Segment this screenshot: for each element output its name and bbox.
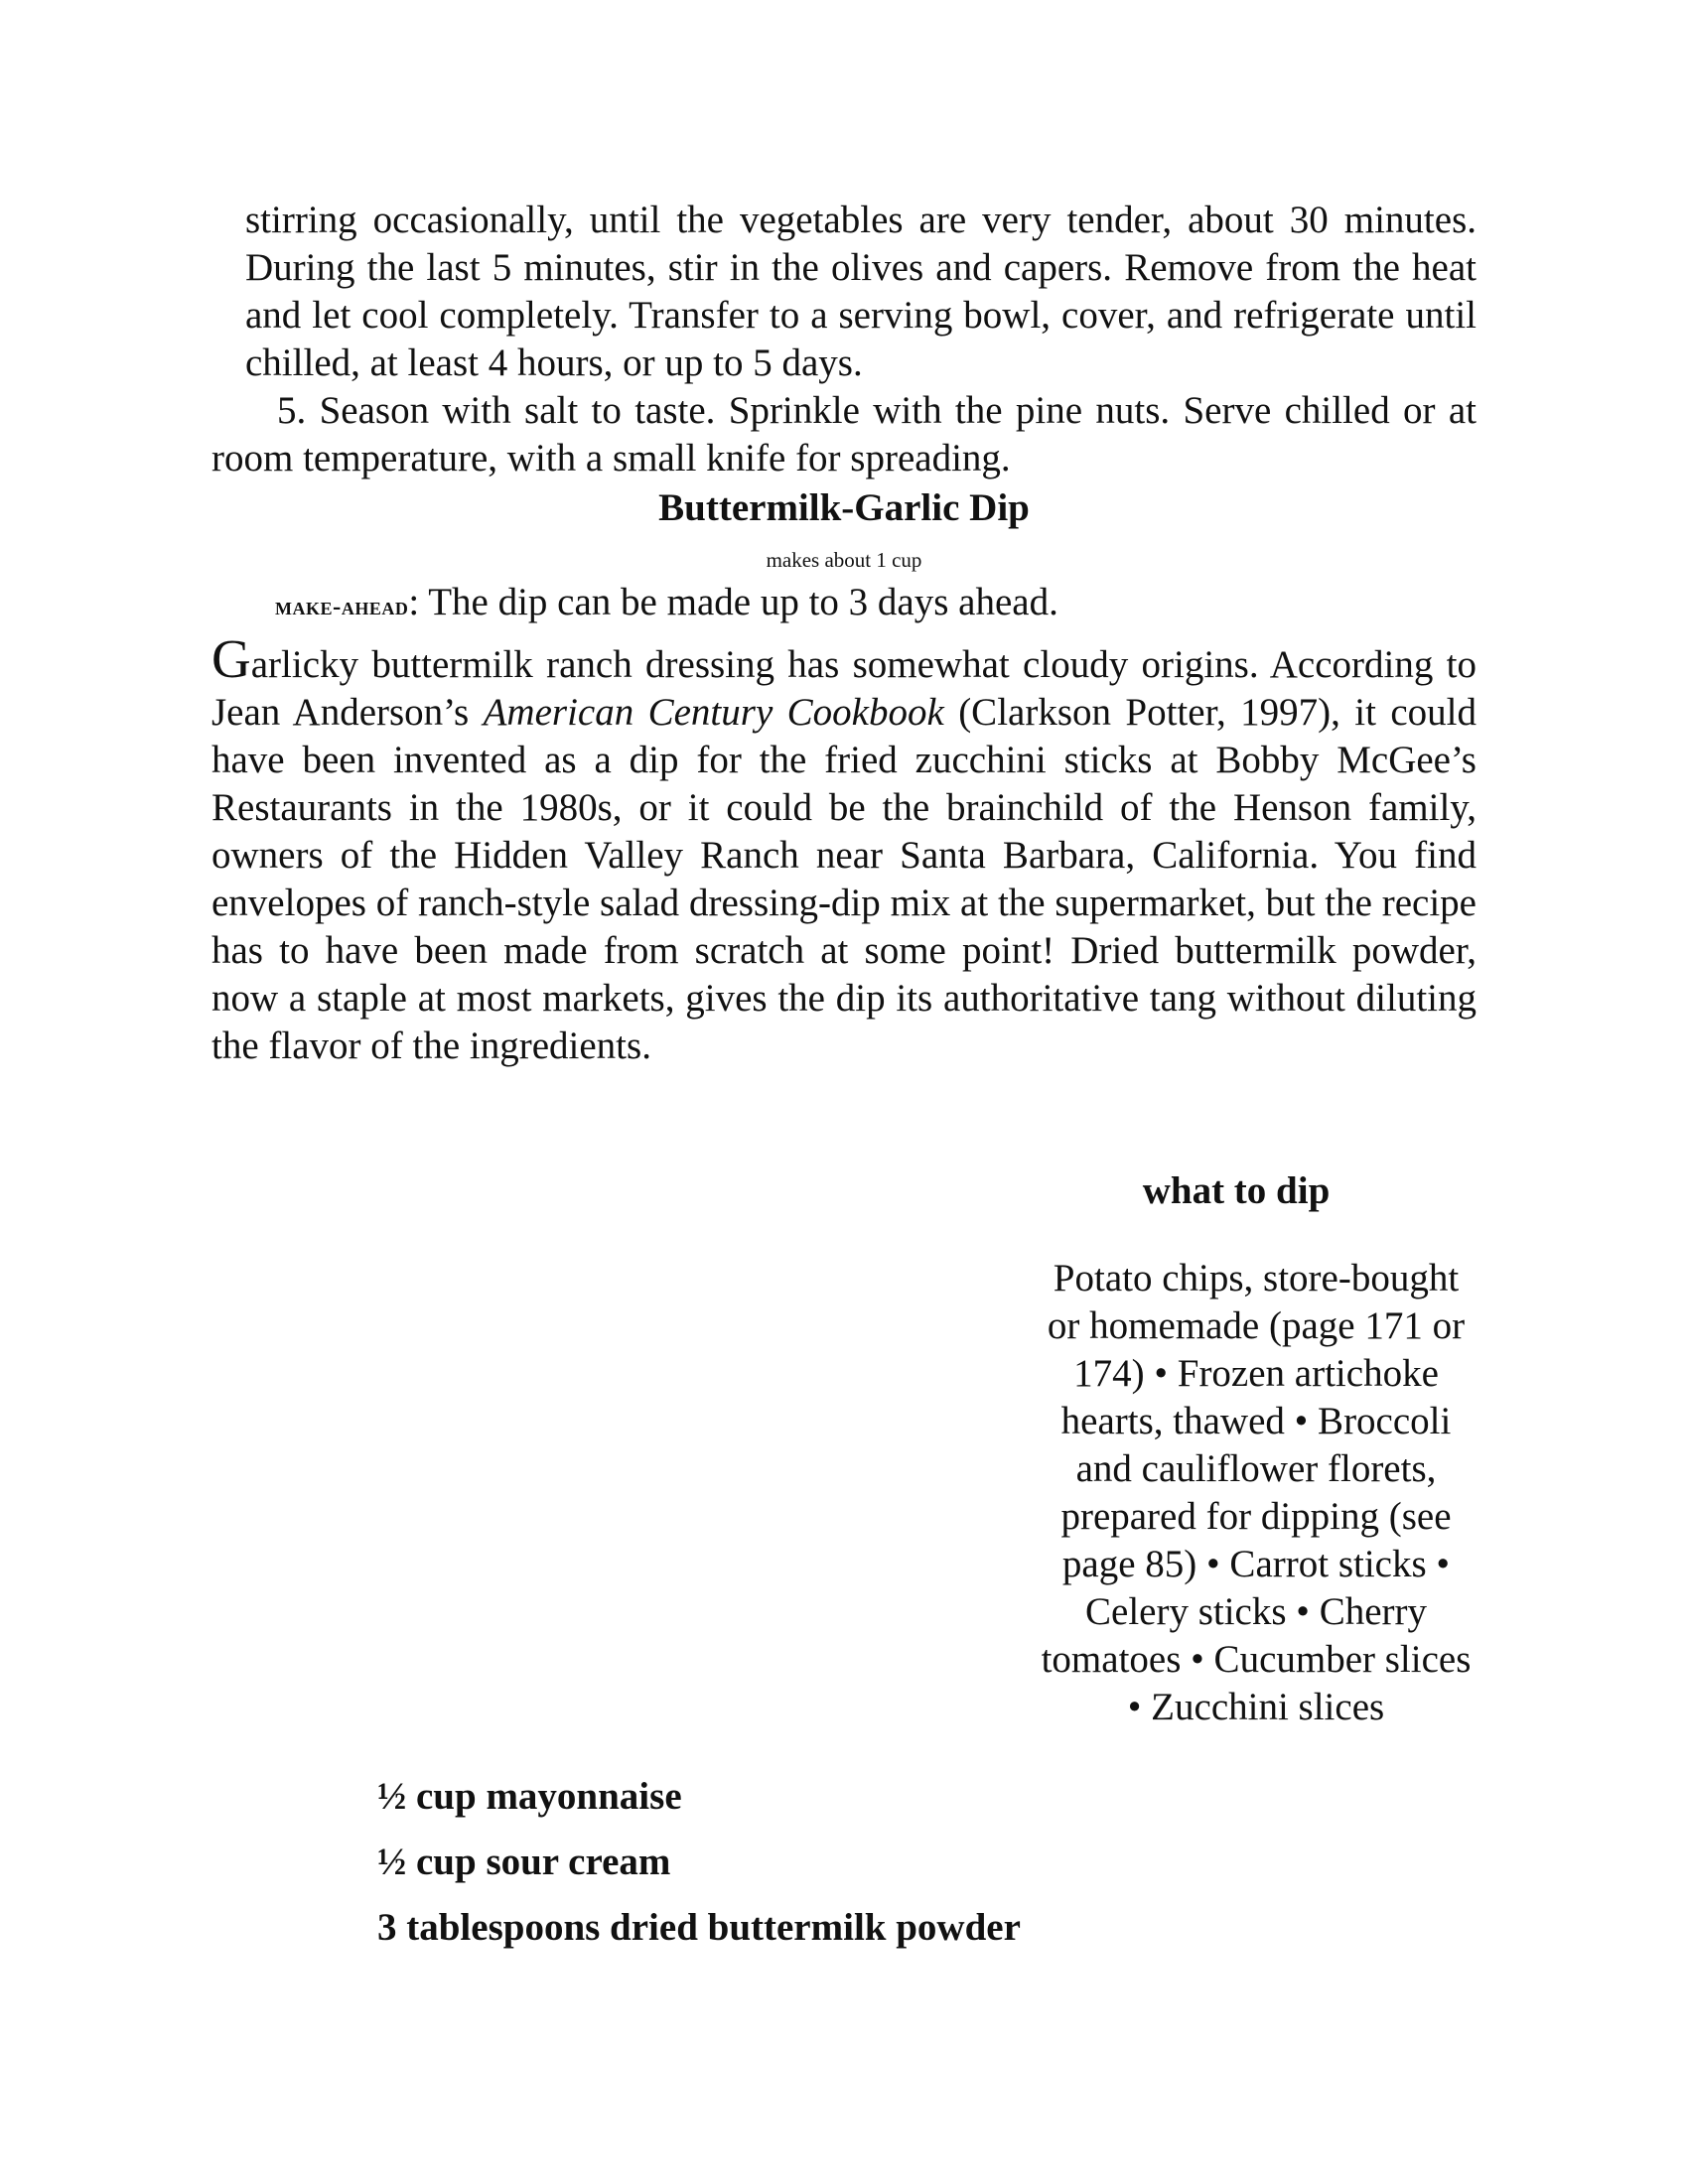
what-to-dip-heading: what to dip <box>1142 1169 1331 1212</box>
intro-paragraph <box>211 628 1477 1070</box>
recipe-yield: makes about 1 cup <box>766 548 922 572</box>
intro-text-part-1: arlicky buttermilk ranch dressing has somewhat cloudy origins. According to Jean Anderson’s <box>211 643 1477 734</box>
step-5-paragraph: 5. Season with salt to taste. Sprinkle with the pine nuts. Serve chilled or at room temperature, with a small knife for spreading. <box>211 389 1477 479</box>
make-ahead-note <box>275 579 1058 631</box>
make-ahead-text: : The dip can be made up to 3 days ahead. <box>408 581 1058 623</box>
continued-step-paragraph: stirring occasionally, until the vegetables are very tender, about 30 minutes. During the last 5 minutes, stir in the olives and capers. Remove from the heat and let cool completely. Transfer to a serving bowl, cover, and refrigerate until chilled, at least 4 hours, or up to 5 days. <box>245 199 1477 384</box>
ingredient-item: 3 tablespoons dried buttermilk powder <box>377 1906 1021 1949</box>
drop-cap: G <box>211 628 251 689</box>
intro-text-part-2: (Clarkson Potter, 1997), it could have been invented as a dip for the fried zucchini sticks at Bobby McGee’s Restaurants in the 1980s, or it could be the brainchild of the Henson family, owners of the Hidden Valley Ranch near Santa Barbara, California. You find envelopes of ranch-style salad dressing-dip mix at the supermarket, but the recipe has to have been made from scratch at some point! Dried buttermilk powder, now a staple at most markets, gives the dip its authoritative tang without diluting the flavor of the ingredients. <box>211 691 1477 1067</box>
ingredient-list <box>377 1773 1021 1970</box>
ingredient-item: ½ cup mayonnaise <box>377 1775 682 1818</box>
make-ahead-label: make-ahead <box>275 594 409 620</box>
recipe-title: Buttermilk-Garlic Dip <box>658 486 1030 529</box>
ingredient-item: ½ cup sour cream <box>377 1841 671 1883</box>
what-to-dip-list: Potato chips, store-bought or homemade (page 171 or 174) • Frozen artichoke hearts, thawed • Broccoli and cauliflower florets, prepared for dipping (see page 85) • Carrot sticks • Celery sticks • Cherry tomatoes • Cucumber slices • Zucchini slices <box>1041 1257 1472 1728</box>
book-title: American Century Cookbook <box>483 691 944 734</box>
